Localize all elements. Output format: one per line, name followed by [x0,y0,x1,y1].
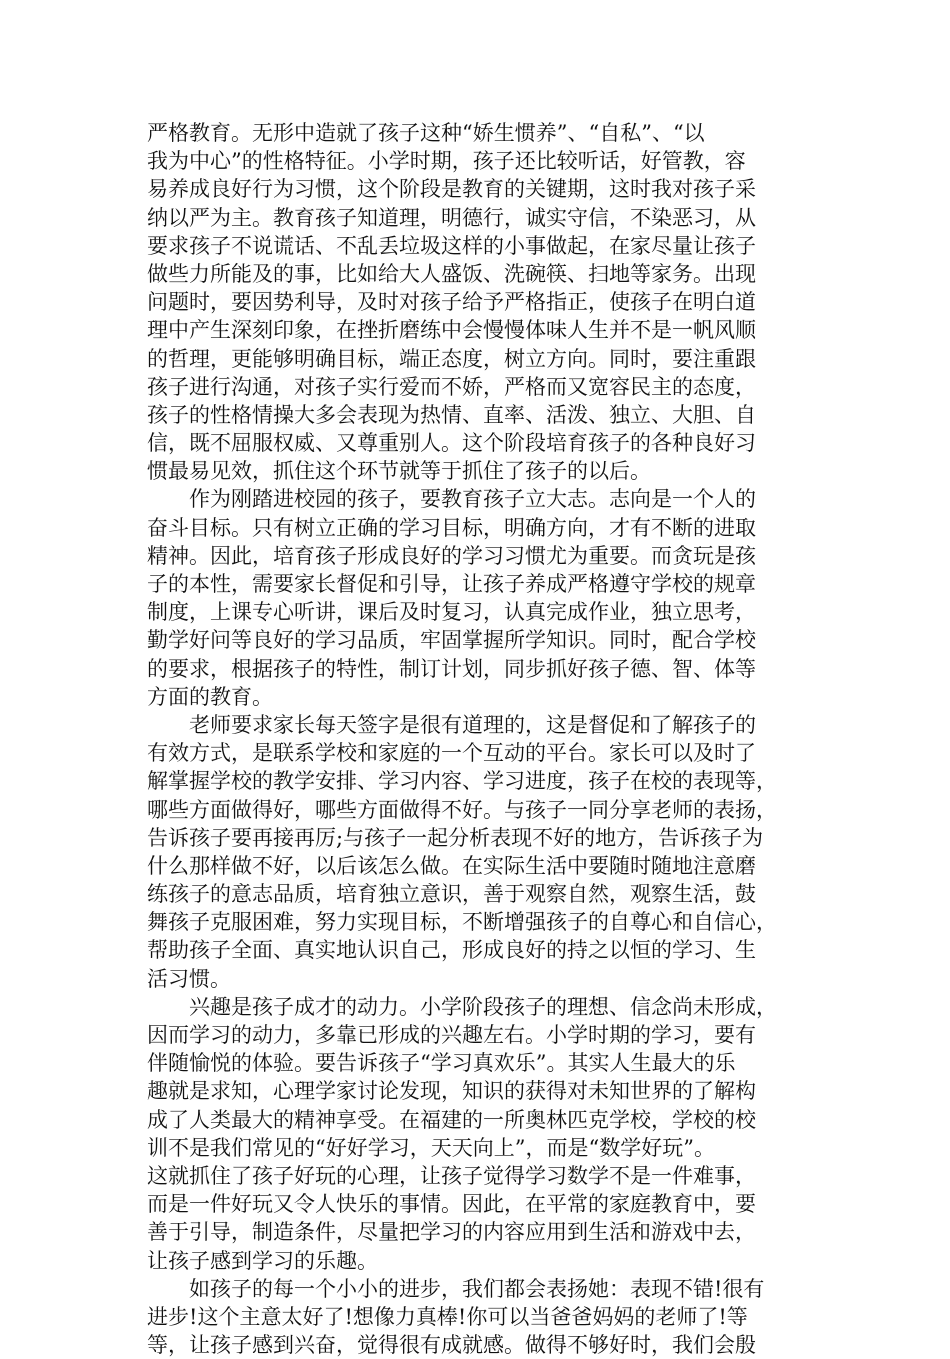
text-line: 哪些方面做得好，哪些方面做得不好。与孩子一同分享老师的表扬， [147,797,777,822]
text-line: 严格教育。无形中造就了孩子这种“娇生惯养”、“自私”、“以 [147,121,705,145]
body-text [147,119,827,1359]
paragraph-first-line: 兴趣是孩子成才的动力。小学阶段孩子的理想、信念尚未形成， [189,994,777,1019]
text-line: 有效方式，是联系学校和家庭的一个互动的平台。家长可以及时了 [147,741,756,766]
text-line: 奋斗目标。只有树立正确的学习目标，明确方向，才有不断的进取 [147,515,756,540]
text-line: 舞孩子克服困难，努力实现目标，不断增强孩子的自尊心和自信心， [147,910,777,935]
text-line: 伴随愉悦的体验。要告诉孩子“学习真欢乐”。其实人生最大的乐 [147,1051,736,1076]
text-line: 帮助孩子全面、真实地认识自己，形成良好的持之以恒的学习、生 [147,938,756,963]
text-line: 什么那样做不好，以后该怎么做。在实际生活中要随时随地注意磨 [147,853,756,878]
text-line: 精神。因此，培育孩子形成良好的学习习惯尤为重要。而贪玩是孩 [147,543,756,568]
text-line: 善于引导，制造条件，尽量把学习的内容应用到生活和游戏中去， [147,1220,756,1245]
text-line: 纳以严为主。教育孩子知道理，明德行，诚实守信，不染恶习，从 [147,205,756,230]
text-line: 的要求，根据孩子的特性，制订计划，同步抓好孩子德、智、体等 [147,656,756,681]
text-line: 勤学好问等良好的学习品质，牢固掌握所学知识。同时，配合学校 [147,628,756,653]
text-line: 因而学习的动力，多靠已形成的兴趣左右。小学时期的学习，要有 [147,1023,756,1047]
text-line: 子的本性，需要家长督促和引导，让孩子养成严格遵守学校的规章 [147,572,756,596]
text-line: 理中产生深刻印象，在挫折磨练中会慢慢体味人生并不是一帆风顺 [147,318,756,343]
text-line: 方面的教育。 [147,684,273,709]
paragraph-first-line: 老师要求家长每天签字是很有道理的，这是督促和了解孩子的 [189,712,756,737]
text-line: 活习惯。 [147,966,231,991]
text-line: 而是一件好玩又令人快乐的事情。因此，在平常的家庭教育中，要 [147,1192,756,1217]
text-line: 这就抓住了孩子好玩的心理，让孩子觉得学习数学不是一件难事， [147,1163,756,1188]
text-line: 孩子的性格情操大多会表现为热情、直率、活泼、独立、大胆、自 [147,402,756,427]
text-line: 练孩子的意志品质，培育独立意识，善于观察自然，观察生活，鼓 [147,882,756,907]
text-line: 进步!这个主意太好了!想像力真棒!你可以当爸爸妈妈的老师了!等 [147,1304,748,1329]
text-line: 惯最易见效，抓住这个环节就等于抓住了孩子的以后。 [147,459,651,484]
text-line: 信，既不屈服权威、又尊重别人。这个阶段培育孩子的各种良好习 [147,431,756,456]
text-line: 做些力所能及的事，比如给大人盛饭、洗碗筷、扫地等家务。出现 [147,261,756,286]
text-line: 我为中心”的性格特征。小学时期，孩子还比较听话，好管教，容 [147,149,746,174]
text-line: 的哲理，更能够明确目标，端正态度，树立方向。同时，要注重跟 [147,346,756,371]
text-line: 等，让孩子感到兴奋，觉得很有成就感。做得不够好时，我们会殷 [147,1333,756,1358]
text-line: 制度，上课专心听讲，课后及时复习，认真完成作业，独立思考， [147,600,756,625]
text-line: 告诉孩子要再接再厉;与孩子一起分析表现不好的地方，告诉孩子为 [147,825,764,850]
paragraph-first-line: 作为刚踏进校园的孩子，要教育孩子立大志。志向是一个人的 [189,487,756,512]
text-line: 易养成良好行为习惯，这个阶段是教育的关键期，这时我对孩子采 [147,177,756,202]
text-line: 要求孩子不说谎话、不乱丢垃圾这样的小事做起，在家尽量让孩子 [147,233,756,258]
paragraph-first-line: 如孩子的每一个小小的进步，我们都会表扬她：表现不错!很有 [189,1276,765,1301]
text-line: 解掌握学校的教学安排、学习内容、学习进度，孩子在校的表现等， [147,769,777,794]
text-line: 孩子进行沟通，对孩子实行爱而不娇，严格而又宽容民主的态度， [147,374,756,399]
text-line: 训不是我们常见的“好好学习，天天向上”，而是“数学好玩”。 [147,1135,715,1160]
text-line: 趣就是求知，心理学家讨论发现，知识的获得对未知世界的了解构 [147,1079,756,1104]
text-line: 让孩子感到学习的乐趣。 [147,1248,378,1273]
text-line: 成了人类最大的精神享受。在福建的一所奥林匹克学校，学校的校 [147,1107,756,1132]
text-line: 问题时，要因势利导，及时对孩子给予严格指正，使孩子在明白道 [147,290,756,315]
